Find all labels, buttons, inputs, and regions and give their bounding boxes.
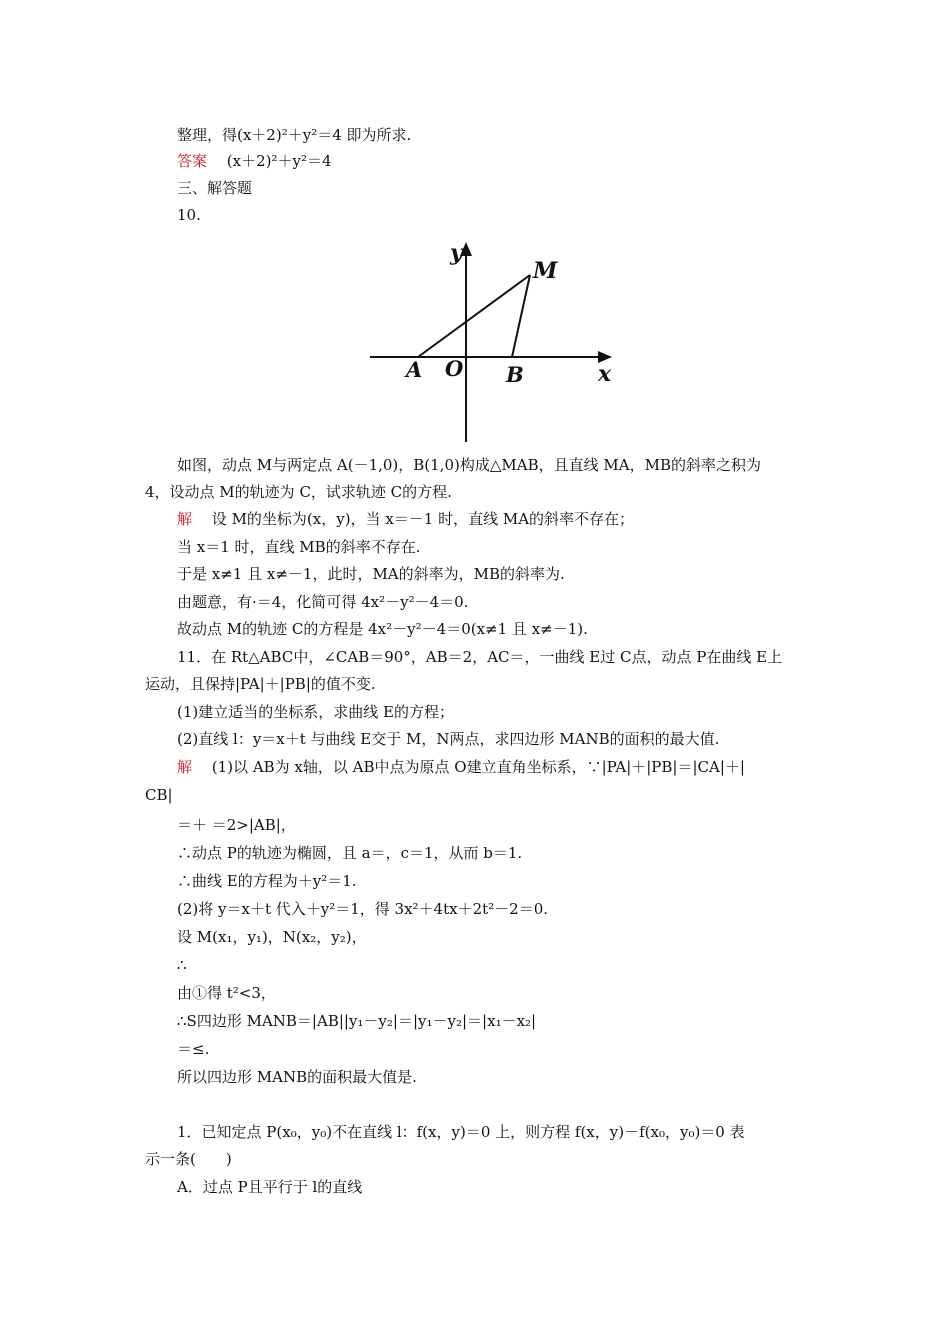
solution-text: 设 M的坐标为(x，y)，当 x＝－1 时，直线 MA的斜率不存在； (211, 510, 635, 528)
text-line: CB| (145, 786, 173, 804)
segment-am (418, 275, 530, 357)
answer-label: 答案 (177, 152, 208, 170)
text-line: 如图，动点 M与两定点 A(－1,0)，B(1,0)构成△MAB，且直线 MA，MB的斜率之积为 (177, 456, 761, 474)
text-line: 1．已知定点 P(x₀，y₀)不在直线 l：f(x，y)＝0 上，则方程 f(x，y)－f(x₀，y₀)＝0 表 (177, 1123, 745, 1141)
text-line: 11．在 Rt△ABC中，∠CAB＝90°，AB＝2，AC＝，一曲线 E过 C点，动点 P在曲线 E上 (177, 648, 783, 666)
text-line: 设 M(x₁，y₁)，N(x₂，y₂)， (177, 928, 367, 946)
text-line: 故动点 M的轨迹 C的方程是 4x²－y²－4＝0(x≠1 且 x≠－1). (177, 620, 588, 638)
text-line: (2)直线 l：y＝x＋t 与曲线 E交于 M，N两点，求四边形 MANB的面积的最大值. (177, 730, 720, 748)
text-line: ∴曲线 E的方程为＋y²＝1. (177, 872, 357, 890)
label-m: M (533, 258, 558, 284)
text-line: ＝＋ ＝2>|AB|， (177, 816, 296, 834)
text-line: 4，设动点 M的轨迹为 C，试求轨迹 C的方程. (145, 483, 452, 501)
coordinate-figure (360, 236, 622, 448)
text-line: 整理，得(x＋2)²＋y²＝4 即为所求. (177, 126, 412, 144)
text-line: 由题意，有·＝4，化简可得 4x²－y²－4＝0. (177, 593, 469, 611)
text-line: (2)将 y＝x＋t 代入＋y²＝1，得 3x²＋4tx＋2t²－2＝0. (177, 900, 549, 918)
answer-line (177, 151, 332, 171)
solution-label: 解 (177, 758, 193, 776)
text-line: 由①得 t²<3， (177, 984, 276, 1002)
text-line: (1)建立适当的坐标系，求曲线 E的方程； (177, 703, 454, 721)
text-line: 于是 x≠1 且 x≠－1，此时，MA的斜率为，MB的斜率为. (177, 565, 565, 583)
solution-label: 解 (177, 510, 193, 528)
text-line: 示一条( ) (145, 1150, 232, 1168)
text-line: 当 x＝1 时，直线 MB的斜率不存在. (177, 538, 421, 556)
section-heading: 三、解答题 (177, 179, 253, 197)
label-y: y (450, 240, 463, 266)
question-number: 10. (177, 206, 201, 224)
solution-line (177, 509, 634, 529)
solution-line (177, 757, 745, 777)
text-line: ∴ (177, 956, 187, 974)
label-o: O (445, 356, 464, 381)
solution-text: (1)以 AB为 x轴，以 AB中点为原点 O建立直角坐标系，∵|PA|＋|PB|＝|CA|＋| (211, 758, 745, 776)
text-line: ∴动点 P的轨迹为椭圆，且 a＝，c＝1，从而 b＝1. (177, 844, 523, 862)
text-line: 运动，且保持|PA|＋|PB|的值不变. (145, 675, 376, 693)
text-line: ＝≤. (177, 1040, 210, 1058)
text-line: ∴S四边形 MANB＝|AB||y₁－y₂|＝|y₁－y₂|＝|x₁－x₂| (177, 1012, 537, 1030)
answer-text: (x＋2)²＋y²＝4 (226, 152, 332, 170)
text-line: 所以四边形 MANB的面积最大值是. (177, 1068, 417, 1086)
label-a: A (406, 357, 423, 382)
option-a: A．过点 P且平行于 l的直线 (177, 1178, 363, 1196)
label-b: B (506, 362, 524, 387)
label-x: x (598, 361, 612, 387)
